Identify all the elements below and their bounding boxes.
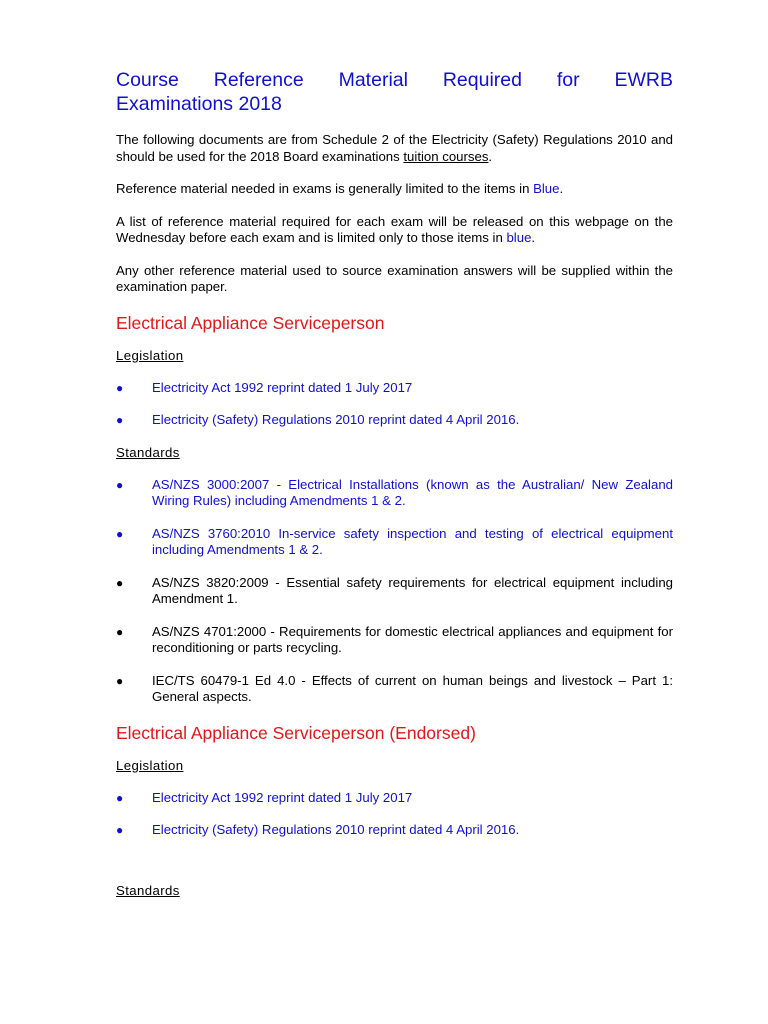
intro-paragraph: [116, 132, 673, 165]
section-heading: Electrical Appliance Serviceperson (Endorsed): [116, 722, 476, 743]
bullet-icon: ●: [116, 673, 124, 688]
standards-list: [116, 477, 673, 706]
bullet-icon: ●: [116, 526, 124, 541]
list-item-text: AS/NZS 3820:2009 - Essential safety requirements for electrical equipment including Amendment 1.: [152, 574, 673, 606]
list-item-text: AS/NZS 3000:2007 - Electrical Installations (known as the Australian/ New Zealand Wiring Rules) including Amendments 1 & 2.: [152, 476, 673, 508]
document-title: [116, 68, 673, 116]
list-item: [116, 526, 673, 559]
other-material-paragraph: Any other reference material used to source examination answers will be supplied within the examination paper.: [116, 262, 673, 294]
list-end: .: [531, 230, 536, 245]
title-word: Course: [116, 69, 179, 91]
standards-label: Standards: [116, 444, 180, 460]
standards-label: Standards: [116, 882, 180, 898]
list-item-text: Electricity Act 1992 reprint dated 1 July 2017: [152, 789, 413, 805]
intro-text: The following documents are from Schedule 2 of the Electricity (Safety) Regulations 2010 and should be used for the 2018 Board examinations: [116, 132, 673, 164]
bullet-icon: ●: [116, 380, 124, 395]
title-word: Material: [338, 69, 408, 91]
sections-container: [116, 312, 673, 899]
list-paragraph: [116, 214, 673, 247]
list-item-text: AS/NZS 4701:2000 - Requirements for domestic electrical appliances and equipment for reconditioning or parts recycling.: [152, 623, 673, 655]
legislation-list: [116, 380, 673, 429]
title-word: Required: [442, 69, 522, 91]
list-item: [116, 673, 673, 706]
bullet-icon: ●: [116, 790, 124, 805]
list-item-text: Electricity Act 1992 reprint dated 1 July 2017: [152, 379, 413, 395]
bullet-icon: ●: [116, 823, 124, 837]
list-item: [116, 624, 673, 657]
list-item: [116, 822, 673, 839]
legislation-list: [116, 790, 673, 839]
list-item: [116, 380, 673, 397]
spacer: [116, 855, 673, 883]
list-item-text: Electricity (Safety) Regulations 2010 reprint dated 4 April 2016.: [152, 412, 520, 427]
bullet-icon: ●: [116, 624, 124, 639]
reference-blue-word: Blue: [533, 181, 560, 196]
list-item: [116, 575, 673, 608]
tuition-courses-link[interactable]: tuition courses: [403, 148, 489, 164]
list-item-text: IEC/TS 60479-1 Ed 4.0 - Effects of current on human beings and livestock – Part 1: General aspects.: [152, 672, 673, 704]
intro-end: .: [488, 148, 493, 164]
list-item: [116, 790, 673, 807]
title-line-1: [116, 68, 673, 92]
list-text: A list of reference material required for each exam will be released on this webpage on the Wednesday before each exam and is limited only to those items in: [116, 213, 673, 245]
list-item-text: AS/NZS 3760:2010 In-service safety inspection and testing of electrical equipment including Amendments 1 & 2.: [152, 525, 673, 557]
list-item: [116, 477, 673, 510]
list-blue-word: blue: [506, 230, 532, 245]
title-word: EWRB: [614, 69, 673, 91]
reference-text: Reference material needed in exams is generally limited to the items in: [116, 181, 534, 196]
list-item-text: Electricity (Safety) Regulations 2010 reprint dated 4 April 2016.: [152, 822, 520, 837]
reference-end: .: [559, 181, 564, 196]
title-line-2: Examinations 2018: [116, 93, 282, 115]
list-item: [116, 412, 673, 429]
bullet-icon: ●: [116, 575, 124, 590]
legislation-label: Legislation: [116, 347, 184, 363]
legislation-label: Legislation: [116, 757, 184, 773]
section-heading: Electrical Appliance Serviceperson: [116, 312, 385, 333]
title-word: for: [556, 69, 580, 91]
title-word: Reference: [213, 69, 304, 91]
document-page: [116, 68, 673, 915]
reference-paragraph: [116, 181, 673, 198]
bullet-icon: ●: [116, 413, 124, 427]
bullet-icon: ●: [116, 477, 124, 492]
